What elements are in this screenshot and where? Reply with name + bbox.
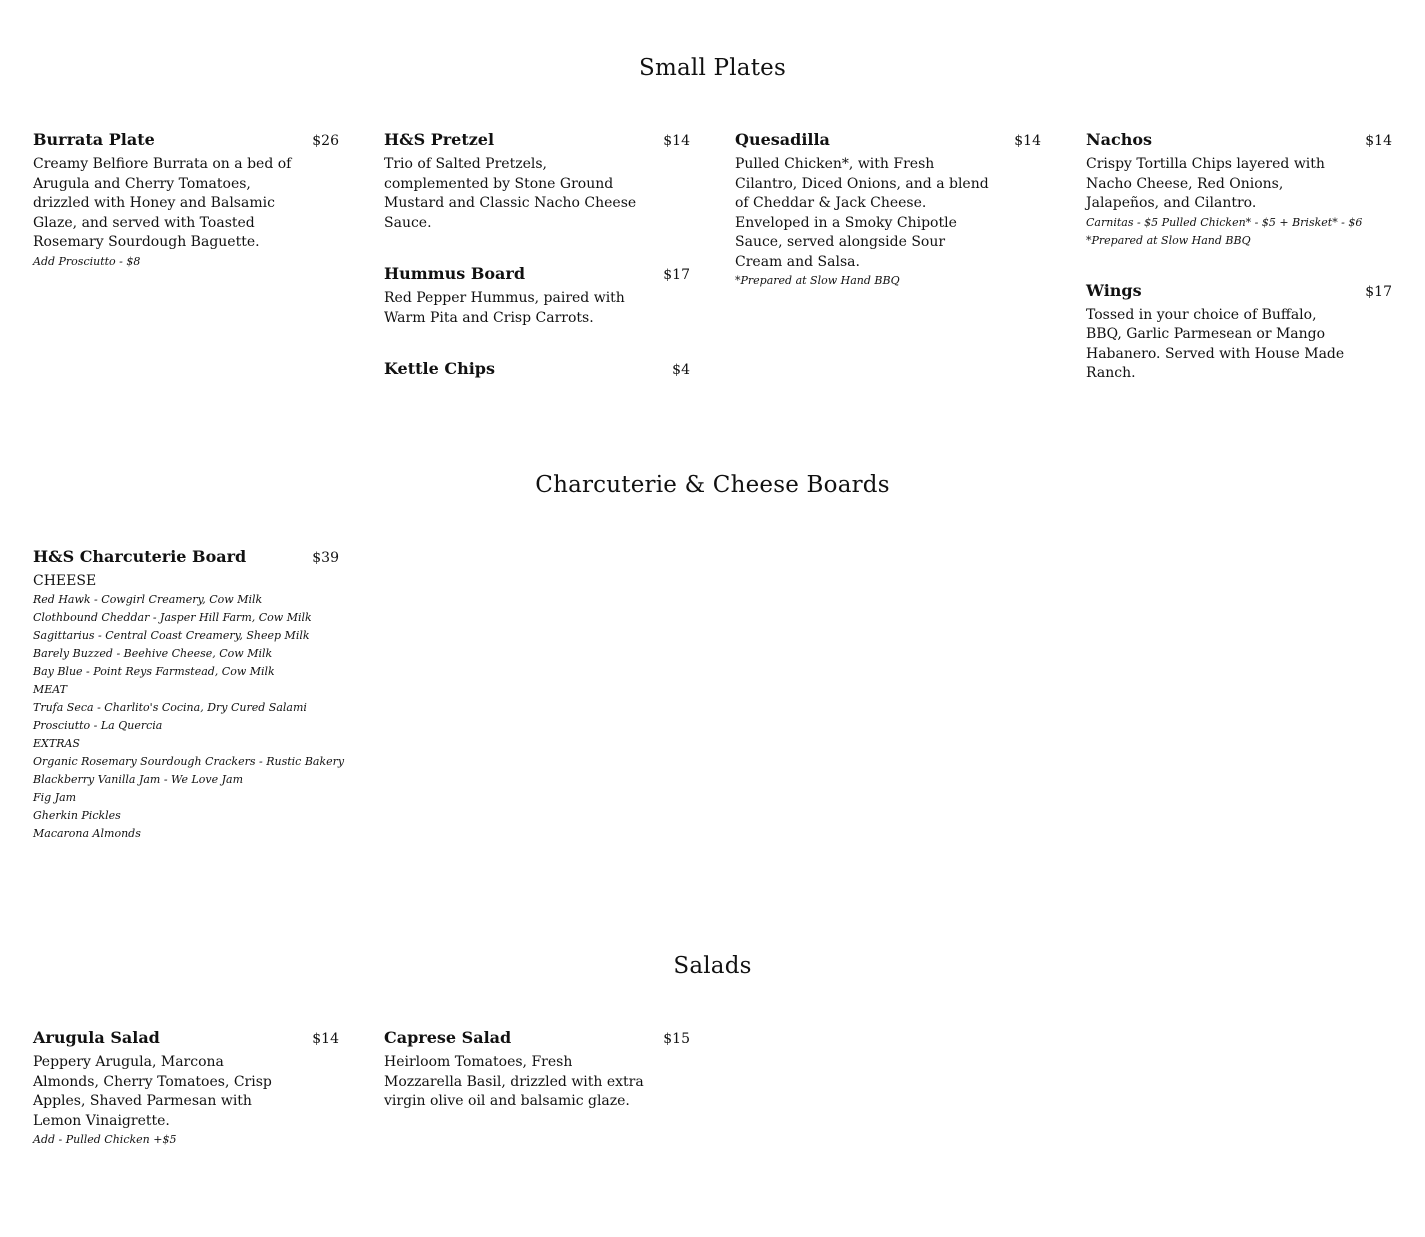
- item-name: Hummus Board: [384, 264, 525, 283]
- item-name: Quesadilla: [735, 130, 830, 149]
- menu-column-2: [384, 129, 690, 410]
- menu-item-hs-charcuterie-board: [33, 546, 345, 843]
- board-line: Blackberry Vanilla Jam - We Love Jam: [33, 773, 244, 786]
- item-name: Kettle Chips: [384, 359, 495, 378]
- menu-item-burrata-plate: [33, 129, 339, 271]
- board-line: MEAT: [33, 683, 67, 696]
- board-line: Bay Blue - Point Reys Farmstead, Cow Milk: [33, 665, 275, 678]
- item-note: Carnitas - $5 Pulled Chicken* - $5 + Brisket* - $6: [1086, 215, 1363, 229]
- board-line: EXTRAS: [33, 737, 80, 750]
- item-description: Peppery Arugula, Marcona Almonds, Cherry Tomatoes, Crisp Apples, Shaved Parmesan with Lemon Vinaigrette.: [33, 1054, 272, 1129]
- menu-column-4: [1086, 129, 1392, 414]
- menu-column-1: [33, 1027, 339, 1179]
- menu-column-1: [33, 129, 339, 301]
- item-note: Add Prosciutto - $8: [33, 254, 141, 268]
- menu-item-nachos: [1086, 129, 1392, 250]
- item-note: *Prepared at Slow Hand BBQ: [735, 274, 900, 287]
- item-description: Heirloom Tomatoes, Fresh Mozzarella Basil, drizzled with extra virgin olive oil and balsamic glaze.: [384, 1054, 644, 1109]
- section-title-small-plates: Small Plates: [639, 55, 786, 81]
- item-description: Crispy Tortilla Chips layered with Nacho Cheese, Red Onions, Jalapeños, and Cilantro.: [1086, 156, 1325, 211]
- item-description: Trio of Salted Pretzels, complemented by Stone Ground Mustard and Classic Nacho Cheese Sauce.: [384, 156, 637, 231]
- item-price: $4: [672, 362, 690, 378]
- item-description: Creamy Belfiore Burrata on a bed of Arugula and Cherry Tomatoes, drizzled with Honey and Balsamic Glaze, and served with Toasted Rosemary Sourdough Baguette.: [33, 156, 292, 250]
- item-price: $14: [1365, 133, 1392, 149]
- item-price: $14: [312, 1031, 339, 1047]
- menu-column-3: [735, 129, 1041, 320]
- item-description: Pulled Chicken*, with Fresh Cilantro, Diced Onions, and a blend of Cheddar & Jack Cheese. Enveloped in a Smoky Chipotle Sauce, served alongside Sour Cream and Salsa.: [735, 156, 989, 270]
- board-line: Trufa Seca - Charlito's Cocina, Dry Cured Salami: [33, 701, 307, 714]
- menu-column-2: [384, 1027, 690, 1142]
- board-line: Prosciutto - La Quercia: [33, 719, 163, 732]
- item-description: Red Pepper Hummus, paired with Warm Pita and Crisp Carrots.: [384, 290, 625, 326]
- board-line: Barely Buzzed - Beehive Cheese, Cow Milk: [33, 647, 273, 660]
- item-name: H&S Pretzel: [384, 130, 495, 149]
- item-price: $17: [663, 267, 690, 283]
- item-name: Burrata Plate: [33, 130, 155, 149]
- board-line: Gherkin Pickles: [33, 809, 121, 822]
- board-line: Organic Rosemary Sourdough Crackers - Rustic Bakery: [33, 755, 345, 768]
- menu-item-hs-pretzel: [384, 129, 690, 233]
- section-title-boards: Charcuterie & Cheese Boards: [535, 472, 890, 498]
- item-note: Add - Pulled Chicken +$5: [33, 1133, 177, 1146]
- item-name: Arugula Salad: [33, 1028, 160, 1047]
- item-name: Wings: [1086, 280, 1142, 300]
- menu-item-caprese-salad: [384, 1027, 690, 1112]
- board-line: Fig Jam: [33, 791, 77, 804]
- menu-item-kettle-chips: [384, 358, 690, 380]
- item-price: $14: [1014, 133, 1041, 149]
- board-contents-list: [33, 591, 345, 843]
- section-title-salads: Salads: [673, 953, 752, 979]
- menu-column-1: [33, 546, 345, 873]
- menu-item-hummus-board: [384, 263, 690, 328]
- item-name: Caprese Salad: [384, 1028, 512, 1047]
- board-line: Clothbound Cheddar - Jasper Hill Farm, Cow Milk: [33, 611, 312, 624]
- menu-item-wings: [1086, 280, 1392, 384]
- board-line: Macarona Almonds: [33, 827, 141, 840]
- board-line: Sagittarius - Central Coast Creamery, Sheep Milk: [33, 629, 310, 642]
- item-name: H&S Charcuterie Board: [33, 547, 247, 566]
- item-description: Tossed in your choice of Buffalo, BBQ, Garlic Parmesean or Mango Habanero. Served with House Made Ranch.: [1086, 306, 1345, 381]
- item-price: $39: [312, 550, 339, 566]
- item-price: $15: [663, 1031, 690, 1047]
- item-name: Nachos: [1086, 130, 1153, 149]
- board-line: Red Hawk - Cowgirl Creamery, Cow Milk: [33, 593, 263, 606]
- item-price: $26: [312, 133, 339, 149]
- item-price: $17: [1365, 283, 1392, 300]
- item-note: *Prepared at Slow Hand BBQ: [1086, 233, 1251, 247]
- board-subheading: CHEESE: [33, 573, 97, 589]
- menu-item-arugula-salad: [33, 1027, 339, 1149]
- item-price: $14: [663, 133, 690, 149]
- menu-item-quesadilla: [735, 129, 1041, 290]
